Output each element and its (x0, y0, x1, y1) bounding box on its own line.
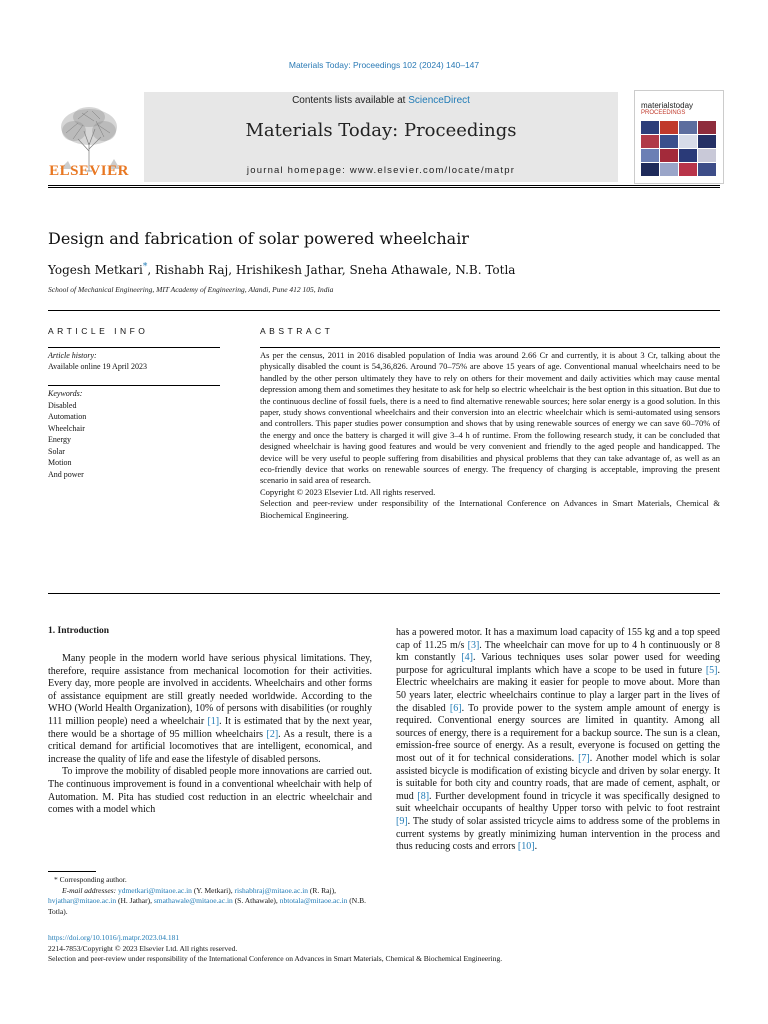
citation-link[interactable]: [5] (705, 664, 718, 676)
citation-link[interactable]: [8] (417, 790, 430, 802)
journal-title: Materials Today: Proceedings (245, 120, 517, 141)
citation-link[interactable]: [3] (467, 639, 480, 651)
abstract-selection: Selection and peer-review under responsibility of the International Conference on Advances in Smart Materials, Chemical & Biochemical Engineering. (260, 498, 720, 520)
email-link[interactable]: ydmetkari@mitaoe.ac.in (117, 885, 192, 895)
keyword-item: Motion (48, 458, 72, 467)
header-rule-secondary (48, 187, 720, 188)
keyword-item: Disabled (48, 400, 77, 410)
doi-link[interactable]: https://doi.org/10.1016/j.matpr.2023.04.181 (48, 933, 180, 942)
corresponding-author-note: * Corresponding author. (54, 875, 127, 884)
footnotes: * Corresponding author. E-mail addresses: ydmetkari@mitaoe.ac.in (Y. Metkari), rishabhraj@mitaoe.ac.in (R. Raj), hvjathar@mitaoe.ac.in (H. Jathar), smathawale@mitaoe.ac.in (S. Athawale), nbtotala@mitaoe.ac.in (N.B. Totla). (48, 875, 376, 917)
author-corresponding[interactable]: Yogesh Metkari (48, 263, 143, 277)
citation-link[interactable]: [6] (449, 702, 462, 714)
doi-block (48, 933, 728, 965)
article-info-rule (48, 347, 220, 348)
journal-homepage[interactable]: journal homepage: www.elsevier.com/locate/matpr (246, 165, 516, 176)
keyword-item: Energy (48, 435, 71, 444)
body-column-right: has a powered motor. It has a maximum load capacity of 155 kg and a top speed cap of 11.25 m/s [3]. The wheelchair can move for up to 4 h continuously or 8 km constantly [4]. Various techniques uses solar power used for weeding purpose for agricultural implants which have a scope to be used in future [5]. Electric wheelchairs are making it easier for people to move about. More than 50 years later, electric wheelchairs continue to play a larger part in the lives of the disabled [6]. To provide power to the system ample amount of energy is required. Conventional energy sources are limited in quantity. Among all sources of energy, there is a requirement for a backup source. The sun is a clean, emission-free source of energy. As a result, everyone is focused on getting the most out of it for technical considerations. [7]. Another model which is solar assisted bicycle is modification of existing bicycle and driven by solar energy. It is suitable for both city and country roads, that are made of cement, asphalt, or mud [8]. Further development found in tricycle it was specifically designed to suit wheelchair occupants of healthy Upper torso with pelvic to foot restraint [9]. The study of solar assisted tricycle aims to address some of the problems in current systems by greatly minimizing human intervention in the process and thus reducing costs and errors [10]. (396, 627, 721, 853)
email-link[interactable]: rishabhraj@mitaoe.ac.in (234, 885, 309, 895)
abstract-heading: ABSTRACT (260, 326, 334, 336)
paper-title: Design and fabrication of solar powered wheelchair (48, 229, 469, 248)
sciencedirect-link[interactable]: ScienceDirect (408, 95, 470, 106)
cover-mosaic (641, 121, 717, 177)
article-info-rule-2 (48, 385, 220, 386)
publisher-wordmark: ELSEVIER (49, 163, 129, 179)
body-column-left: Many people in the modern world have serious physical limitations. They, therefore, require assistance from mechanical locomotion for their activities. Every day, more people are involved in accidents. Wheelchairs and other forms of assistance equipment are still greatly needed worldwide. According to the WHO (World Health Organization), 10% of persons with disabilities (or roughly 111 million people) need a wheelchair [1]. It is estimated that by the next year, there would be a shortage of 95 million wheelchairs [2]. As a result, there is a critical demand for artificial locomotives that are intelligent, economical, and increase the quality of life and ease the lifestyle of disabled persons. To improve the mobility of disabled people more innovations are carried out. The continuous improvement is found in a conventional wheelchair with help of Automation. M. Pita has studied cost reduction in an electric wheelchair and comes with a model which (48, 653, 373, 816)
article-history: Article history: Available online 19 April 2023 (48, 351, 147, 371)
header-rule (48, 185, 720, 186)
abstract-rule (260, 347, 720, 348)
cover-title: materialstoday (641, 101, 694, 110)
email-link[interactable]: smathawale@mitaoe.ac.in (153, 896, 233, 905)
section-rule (48, 310, 720, 311)
issn-copyright: 2214-7853/Copyright © 2023 Elsevier Ltd. All rights reserved. (48, 943, 238, 953)
journal-cover-image[interactable] (634, 90, 724, 184)
abstract-body: As per the census, 2011 in 2016 disabled population of India was around 2.66 Cr and currently, it is about 3 Cr, talking about the physically disabled the count is 54,36,826. Around 70–75% are above 15 years of age. Conventional manual wheelchairs need to be handled by the other person ultimately they have to rely on others for their movement and daily activities which may cause mental depression among them and sometimes they hesitate to ask for help so electric wheelchair is the best option in this situation. But due to the continuous decline of fossil fuels, there is a need to find alternative renewable sources; here solar energy is a good solution. In this paper, study shows conventional wheelchairs and their conversion into an electric wheelchair which is semi-automated using sensors and controllers. This paper studies power consumption and shows that by using renewable sources of energy we can save 60–70% of the energy and once the battery is charged it will give 3–4 h of runtime. From the following research study, it can be concluded that designed wheelchair is having good features and would be very convenient and friendly to the aged people and handicapped. The device will be very useful to people suffering from disabilities and physical problems that they can take advantage of, as well as an eco-friendly device that works on renewable sources of energy. The frequency of charging is acceptable, improving the present scenario in said area of research. Copyright © 2023 Elsevier Ltd. All rights reserved. Selection and peer-review under responsibility of the International Conference on Advances in Smart Materials, Chemical & Biochemical Engineering. (260, 350, 720, 520)
section-heading-introduction: 1. Introduction (48, 626, 110, 636)
email-link[interactable]: hvjathar@mitaoe.ac.in (48, 896, 117, 905)
keywords-block: Keywords: Disabled Automation Wheelchair Energy Solar Motion And power (48, 388, 220, 480)
citation-link[interactable]: [7] (578, 752, 590, 764)
keyword-item: And power (48, 469, 84, 479)
citation-link[interactable]: [2] (266, 728, 279, 740)
keyword-item: Wheelchair (48, 423, 85, 433)
journal-citation[interactable]: Materials Today: Proceedings 102 (2024) 140–147 (288, 60, 480, 70)
bottom-selection: Selection and peer-review under responsibility of the International Conference on Advances in Smart Materials, Chemical & Biochemical Engineering. (48, 954, 503, 963)
abstract-end-rule (48, 593, 720, 594)
abstract-copyright: Copyright © 2023 Elsevier Ltd. All rights reserved. (260, 486, 436, 497)
contents-available: Contents lists available at ScienceDirect (292, 95, 470, 106)
footnote-rule (48, 871, 96, 872)
cover-subtitle: PROCEEDINGS (641, 110, 686, 116)
homepage-url[interactable]: www.elsevier.com/locate/matpr (349, 165, 516, 176)
keyword-item: Automation (48, 412, 87, 421)
citation-link[interactable]: [1] (207, 715, 220, 727)
corresponding-marker[interactable]: * (142, 262, 148, 272)
citation-link[interactable]: [4] (461, 652, 474, 664)
keyword-item: Solar (48, 446, 65, 456)
email-link[interactable]: nbtotala@mitaoe.ac.in (279, 896, 348, 905)
citation-link[interactable]: [10] (517, 841, 535, 853)
author-list: Yogesh Metkari*, Rishabh Raj, Hrishikesh Jathar, Sneha Athawale, N.B. Totla (48, 262, 516, 277)
affiliation: School of Mechanical Engineering, MIT Academy of Engineering, Alandi, Pune 412 105, India (48, 285, 334, 294)
citation-link[interactable]: [9] (396, 815, 408, 827)
article-info-heading: ARTICLE INFO (48, 326, 149, 336)
